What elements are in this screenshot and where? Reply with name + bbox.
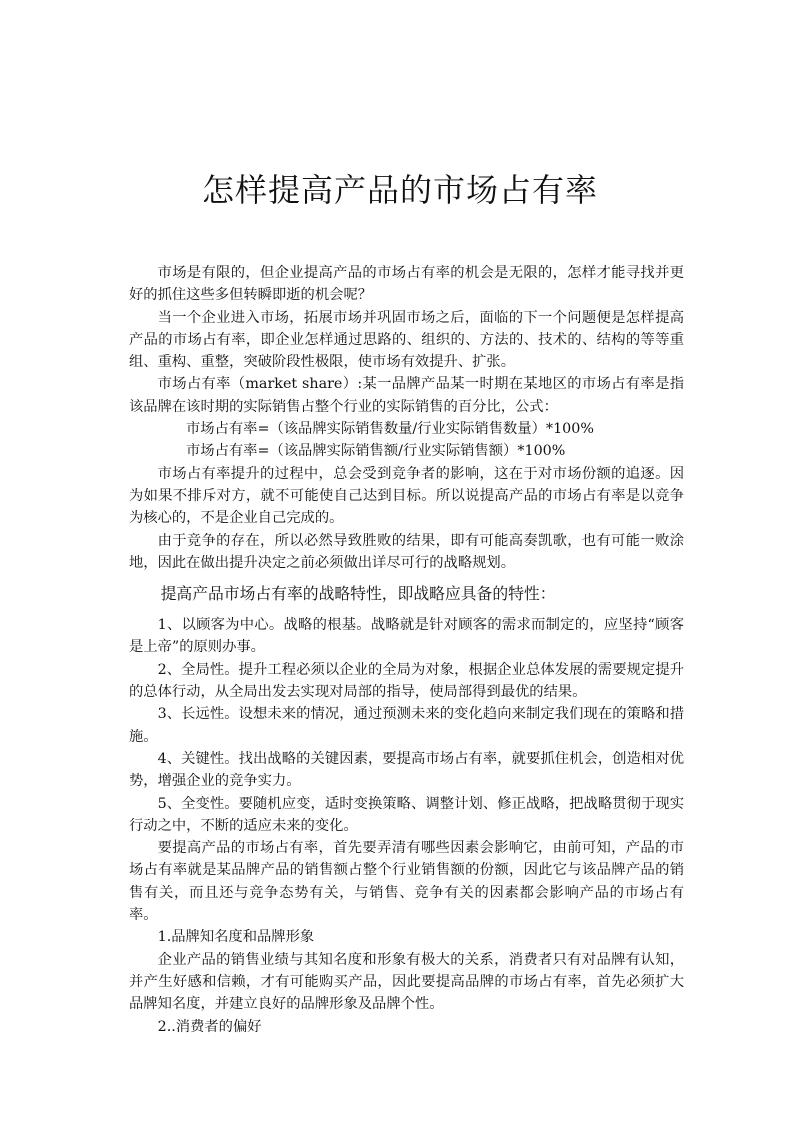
formula-revenue: 市场占有率=（该品牌实际销售额/行业实际销售额）*100% [186, 443, 566, 460]
list-item-holistic: 2、全局性。提升工程必须以企业的全局为对象，根据企业总体发展的需要规定提升的总体行动，从全局出发去实现对局部的指导，使局部得到最优的结果。 [129, 661, 684, 701]
paragraph-market-share-definition: 市场占有率（market share）:某一品牌产品某一时期在某地区的市场占有率是指该品牌在该时期的实际销售占整个行业的实际销售的百分比，公式： [129, 376, 684, 415]
list-item-long-term: 3、长远性。设想未来的情况，通过预测未来的变化趋向来制定我们现在的策略和措施。 [129, 706, 684, 745]
list-item-adaptability: 5、全变性。要随机应变，适时变换策略、调整计划、修正战略，把战略贯彻于现实行动之中，不断的适应未来的变化。 [129, 795, 684, 834]
section-heading-consumer-preference: 2..消费者的偏好 [157, 1018, 262, 1035]
list-item-key-factors: 4、关键性。找出战略的关键因素，要提高市场占有率，就要抓住机会，创造相对优势，增强企业的竞争实力。 [129, 750, 684, 790]
section-heading-brand: 1.品牌知名度和品牌形象 [157, 929, 315, 946]
formula-quantity: 市场占有率=（该品牌实际销售数量/行业实际销售数量）*100% [186, 421, 594, 438]
paragraph-market-entry: 当一个企业进入市场，拓展市场并巩固市场之后，面临的下一个问题便是怎样提高产品的市场占有率，即企业怎样通过思路的、组织的、方法的、技术的、结构的等等重组、重构、重整，突破阶段性极限，使市场有效提升、扩张。 [129, 309, 684, 371]
paragraph-brand-awareness: 企业产品的销售业绩与其知名度和形象有极大的关系，消费者只有对品牌有认知，并产生好感和信赖，才有可能购买产品，因此要提高品牌的市场占有率，首先必须扩大品牌知名度，并建立良好的品牌形象及品牌个性。 [129, 951, 684, 1013]
paragraph-intro: 市场是有限的，但企业提高产品的市场占有率的机会是无限的，怎样才能寻找并更好的抓住这些多但转瞬即逝的机会呢？ [129, 265, 684, 304]
paragraph-competition: 市场占有率提升的过程中，总会受到竞争者的影响，这在于对市场份额的追逐。因为如果不排斥对方，就不可能使自己达到目标。所以说提高产品的市场占有率是以竞争为核心的，不是企业自己完成的。 [129, 465, 684, 527]
list-item-customer-centric: 1、以顾客为中心。战略的根基。战略就是针对顾客的需求而制定的，应坚持“顾客是上帝”的原则办事。 [129, 617, 684, 656]
section-heading-strategy: 提高产品市场占有率的战略特性，即战略应具备的特性： [160, 584, 556, 604]
paragraph-strategy-planning: 由于竞争的存在，所以必然导致胜败的结果，即有可能高奏凯歌，也有可能一败涂地，因此在做出提升决定之前必须做出详尽可行的战略规划。 [129, 532, 684, 571]
document-title: 怎样提高产品的市场占有率 [201, 171, 598, 209]
document-body [129, 262, 684, 1038]
paragraph-influencing-factors: 要提高产品的市场占有率，首先要弄清有哪些因素会影响它，由前可知，产品的市场占有率就是某品牌产品的销售额占整个行业销售额的份额，因此它与该品牌产品的销售有关，而且还与竞争态势有关，与销售、竞争有关的因素都会影响产品的市场占有率。 [129, 840, 684, 924]
